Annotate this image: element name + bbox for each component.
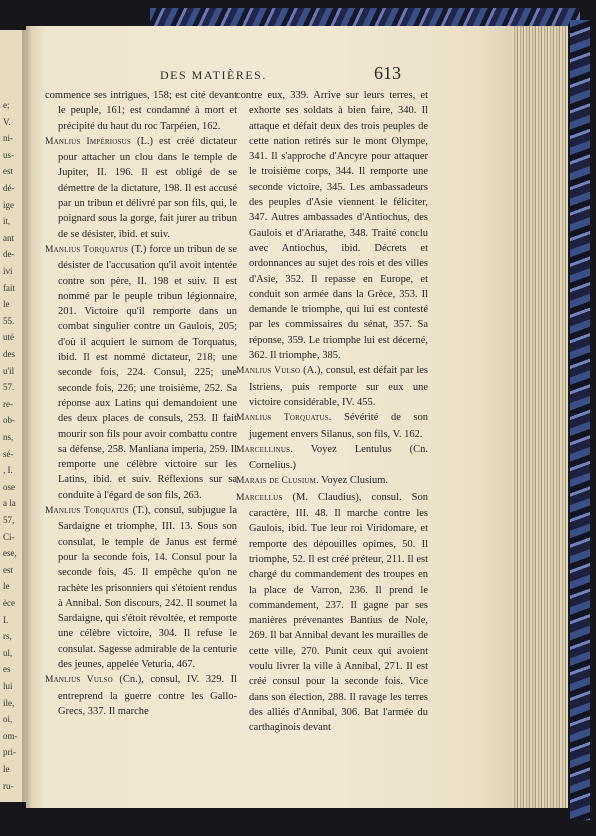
left-page-fragment: 57. — [3, 382, 15, 393]
left-page-fragment: ru- — [3, 780, 14, 791]
entry-headword: Marcellinus — [236, 444, 291, 455]
left-page-fragment: 57, — [3, 515, 15, 525]
left-page-fragment: Ci- — [3, 531, 15, 542]
left-page-fragment: lui — [3, 681, 13, 691]
left-page-fragment: fait — [3, 282, 15, 293]
index-entry — [45, 134, 237, 242]
entry-headword: Manlius Vulso — [45, 675, 113, 686]
left-page-fragment: ob- — [3, 415, 15, 426]
left-page-fragment: rs, — [3, 631, 12, 642]
index-entry — [45, 242, 237, 503]
left-page-fragment: sé- — [3, 448, 14, 459]
index-entry — [236, 473, 428, 489]
left-page-fragment: 55. — [3, 315, 15, 326]
left-page-fragment: a la — [3, 498, 16, 509]
index-entry — [45, 88, 237, 134]
entry-headword: Marais de Clusium — [236, 476, 317, 487]
left-page-fragment: ose — [3, 481, 15, 492]
left-page-fragment: ivi — [3, 266, 13, 276]
left-page-fragment: ant — [3, 232, 14, 243]
marbled-cover-right — [570, 20, 590, 820]
entry-text: (T.), consul, subjugue la Sardaigne et triomphe, III. 13. Sous son consulat, le temple de Janus est fermé pour la seconde fois, 14. Consul pour la seconde fois, 45. Il empêche qu'on ne rachète les prisonniers qui s'étoient rendus à Annibal. Son discours, 242. Il soumet la Sardaigne, qui s'étoit révoltée, et remporte une célèbre victoire, 304. Il refuse le consulat. Sagesse admirable de la centurie des jeunes, appelée Veturia, 467. — [58, 505, 237, 670]
entry-headword: Manlius Torquatus — [236, 413, 329, 424]
left-page-fragment: le — [3, 581, 10, 592]
left-page-fragment: dé- — [3, 183, 15, 193]
left-page-fragment: uté — [3, 332, 14, 343]
left-page-fragment: le — [3, 764, 10, 774]
left-page-fragment: ni- — [3, 133, 13, 144]
left-page-fragment: ns, — [3, 432, 14, 442]
entry-text: . Voyez Clusium. — [316, 475, 389, 487]
index-entry — [236, 88, 428, 363]
left-page-fragment: ese, — [3, 548, 17, 559]
left-page-fragment: om- — [3, 730, 18, 741]
left-page-fragment: e; — [3, 100, 10, 110]
left-page-fragment: èce — [3, 598, 15, 608]
left-page-fragment: de- — [3, 249, 15, 260]
index-entry — [45, 503, 237, 672]
entry-text: (L.) est créé dictateur pour attacher un clou dans le temple de Jupiter, II. 196. Il est obligé de se démettre de la dictature, 198. Il est accusé par un tribun et délivré par son fils, qui, le poignard sous la gorge, fait jurer au tribun de se désister, ibid. et suiv. — [58, 135, 237, 240]
entry-text: (T.) force un tribun de se désister de l'accusation qu'il avoit intentée contre son père, II. 198 et suiv. Il est nommé par le peuple tribun légionnaire, 201. Victoire qu'il remporte dans un combat singulier contre un Gaulois, 205; d'où il acquiert le surnom de Torquatus, ibid. Il est nommé dictateur, 218; une seconde fois, 224. Consul, 225; une seconde fois, 226; une troisième, 252. Sa réponse aux Latins qui demandoient une des deux places de consuls, 253. Il fait mourir son fils pour avoir combattu contre sa défense, 258. Manliana imperia, 259. Il remporte une célèbre victoire sur les Latins, ibid. et suiv. Réflexions sur sa conduite à l'égard de son fils, 263. — [58, 243, 238, 501]
entry-headword: Marcellus — [236, 492, 283, 503]
entry-text: contre eux, 339. Arrive sur leurs terres, et exhorte ses soldats à bien faire, 340. Il attaque et défait deux des trois peuples de cette nation retirés sur le mont Olympe, 341. Il s'approche d'Ancyre pour attaquer le troisième corps, 344. Il remporte une seconde victoire, 345. Les ambassadeurs des peuples d'Asie viennent le féliciter, 347. Autres ambassades d'Antiochus, des Gaulois et d'Ariarathe, 348. Traité conclu avec Antiochus, ibid. Décrets et ordonnances au sujet des rois et des villes d'Asie, 352. Il repasse en Europe, et conduit son armée dans la Grèce, 353. Il demande le triomphe, qui lui est contesté par les commissaires du sénat, 357. Sa réponse, 359. Le triomphe lui est décerné, 362. Il triomphe, 385. — [236, 90, 428, 362]
left-page-fragment: , I. — [3, 465, 13, 476]
left-page-fragment: us- — [3, 149, 14, 160]
page-number: 613 — [374, 63, 401, 83]
entry-text: (A.), consul, est défait par les Istriens, puis remporte sur eux une victoire considérable, IV. 455. — [249, 365, 428, 408]
left-page-fragment: est — [3, 166, 13, 177]
index-entry — [236, 442, 428, 474]
page-edges — [512, 26, 568, 808]
left-page-fragment: ul, — [3, 647, 13, 658]
page-gutter — [22, 26, 32, 808]
page-header — [26, 40, 446, 83]
left-page-fragment: oi, — [3, 714, 13, 725]
left-page-fragment: it, — [3, 216, 11, 227]
entry-text: . Voyez Lentulus (Cn. Cornelius.) — [249, 443, 428, 472]
index-entry — [236, 363, 428, 410]
left-page-fragment: ige — [3, 199, 14, 210]
entry-headword: Manlius Torquatus — [45, 244, 129, 255]
left-page-fragment: u'il — [3, 365, 15, 376]
index-entry — [45, 672, 237, 719]
entry-text: . Sévérité de son jugement envers Silanus, son fils, V. 162. — [249, 412, 428, 440]
left-page-fragment: ile, — [3, 697, 15, 708]
left-page-fragment: le — [3, 299, 10, 310]
left-page-fragment: I. — [3, 614, 9, 625]
entry-text: (M. Claudius), consul. Son caractère, III. 48. Il marche contre les Gaulois, ibid. Tue leur roi Viridomare, et remporte des dépouilles opimes, 50. Il triomphe, 52. Il est créé préteur, 211. Il est chargé du commandement des troupes en la place de Varron, 236. Il prend le commandement, 237. Il gagne par ses manières prévenantes Bantius de Nole, 269. Il bat Annibal devant les murailles de cette ville, 270. Punit ceux qui avoient voulu livrer la ville à Annibal, 271. Il est créé consul pour la seconde fois. Vice dans son élection, 288. Il ravage les terres des alliés d'Annibal, 306. Bat l'armée du carthaginois devant — [249, 491, 428, 734]
index-entry — [236, 410, 428, 442]
running-title: DES MATIÈRES. — [160, 68, 267, 82]
left-page-fragment: re- — [3, 398, 13, 409]
left-page-fragment: es — [3, 664, 11, 675]
index-entry — [236, 490, 428, 736]
left-page-fragment: V. — [3, 116, 11, 127]
entry-headword: Manlius Vulso — [236, 366, 301, 377]
entry-headword: Manlius Torquatus — [45, 506, 129, 517]
entry-headword: Manlius Impériosus — [45, 136, 131, 147]
index-column-left — [45, 88, 237, 719]
index-column-right — [236, 88, 428, 735]
left-page-fragment: est — [3, 564, 13, 575]
entry-text: commence ses intrigues, 158; est cité devant le peuple, 161; est condamné à mort et précipité du haut du roc Tarpéien, 162. — [45, 90, 237, 132]
entry-text: (Cn.), consul, IV. 329. Il entreprend la guerre contre les Gallo-Grecs, 337. Il marche — [58, 674, 237, 717]
left-page-fragment: des — [3, 349, 15, 359]
left-page-fragment: pri- — [3, 747, 16, 758]
